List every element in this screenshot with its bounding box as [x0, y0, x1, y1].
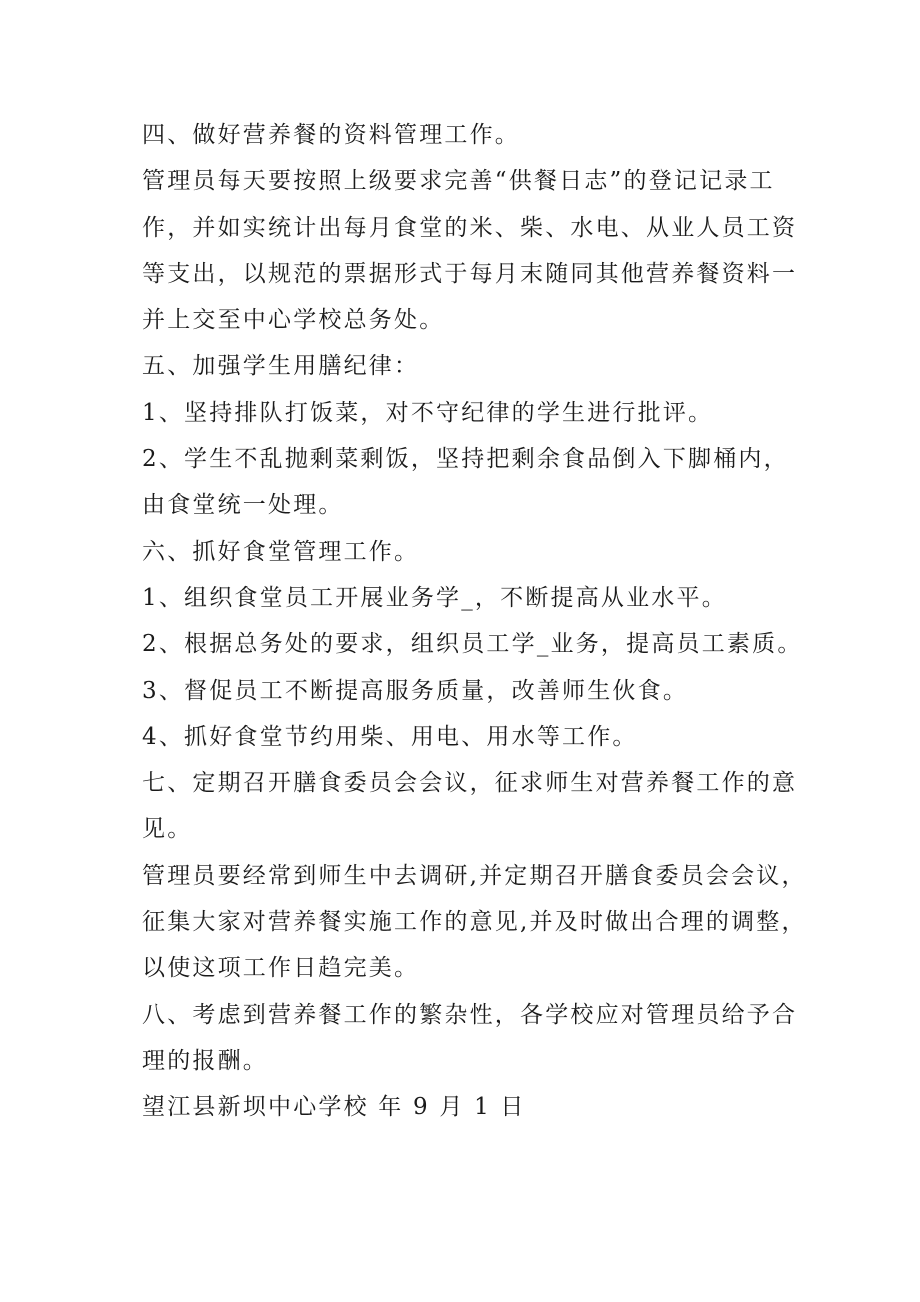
paragraph-line: 管理员每天要按照上级要求完善“供餐日志”的登记记录工: [142, 168, 775, 195]
list-item: 4、抓好食堂节约用柴、用电、用水等工作。: [142, 723, 638, 750]
section-heading-continuation: 见。: [142, 816, 193, 843]
list-item: 1、坚持排队打饭菜，对不守纪律的学生进行批评。: [142, 399, 714, 426]
list-item: 2、根据总务处的要求，组织员工学_业务，提高员工素质。: [142, 631, 803, 658]
paragraph-line: 以使这项工作日趋完美。: [142, 955, 420, 982]
section-heading-5: 五、加强学生用膳纪律：: [142, 353, 420, 380]
paragraph-line: 作，并如实统计出每月食堂的米、柴、水电、从业人员工资: [142, 214, 798, 241]
section-heading-continuation: 理的报酬。: [142, 1047, 268, 1074]
paragraph-line: 并上交至中心学校总务处。: [142, 307, 445, 334]
paragraph-line: 等支出，以规范的票据形式于每月末随同其他营养餐资料一: [142, 260, 798, 287]
section-heading-6: 六、抓好食堂管理工作。: [142, 538, 420, 565]
section-heading-8: 八、考虑到营养餐工作的繁杂性，各学校应对管理员给予合: [142, 1001, 798, 1028]
section-heading-7: 七、定期召开膳食委员会会议，征求师生对营养餐工作的意: [142, 770, 798, 797]
signature-line: 望江县新坝中心学校 年 9 月 1 日: [142, 1094, 526, 1121]
list-item: 3、督促员工不断提高服务质量，改善师生伙食。: [142, 677, 689, 704]
section-heading-4: 四、做好营养餐的资料管理工作。: [142, 122, 520, 148]
paragraph-line: 征集大家对营养餐实施工作的意见,并及时做出合理的调整，: [142, 909, 807, 936]
paragraph-line: 管理员要经常到师生中去调研,并定期召开膳食委员会会议，: [142, 862, 807, 889]
list-item: 1、组织食堂员工开展业务学_，不断提高从业水平。: [142, 584, 727, 611]
document-body: [142, 112, 807, 1131]
list-item: 2、学生不乱抛剩菜剩饭，坚持把剩余食品倒入下脚桶内，: [142, 446, 789, 473]
list-item-continuation: 由食堂统一处理。: [142, 492, 344, 519]
